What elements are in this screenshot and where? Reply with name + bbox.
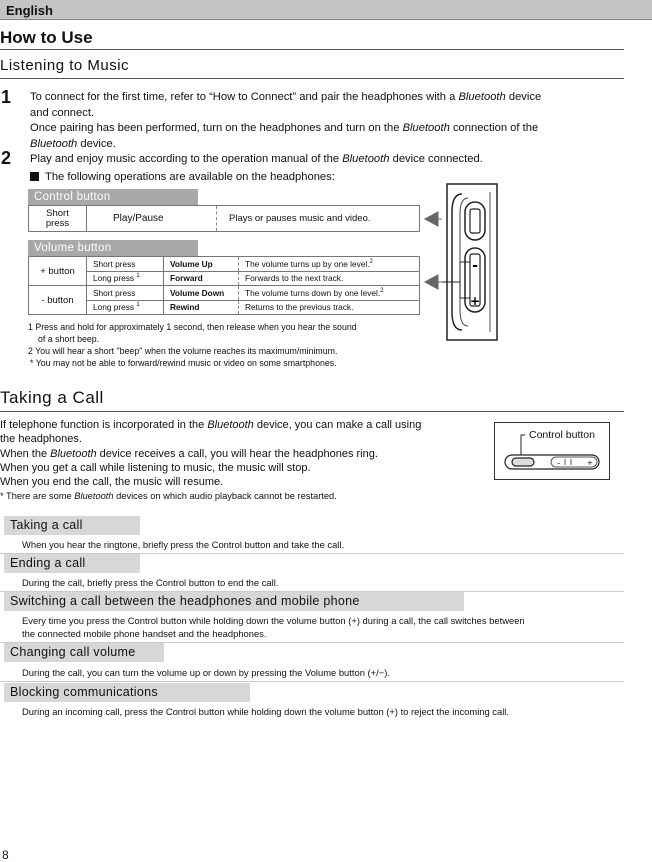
action-cell: Volume Up	[164, 257, 239, 272]
section-blocking-label: Blocking communications	[4, 683, 250, 702]
section-switching-call-text: Every time you press the Control button while holding down the volume button (+) during a call, the call switches between the connected mobile phone handset and the headphones.	[22, 615, 525, 639]
bullet-square-icon	[30, 172, 39, 181]
taking-call-divider	[0, 411, 624, 412]
control-button-label: Control button	[28, 189, 198, 205]
action-cell: Forward	[164, 271, 239, 286]
page-number: 8	[2, 848, 9, 862]
control-desc-cell: Plays or pauses music and video.	[217, 206, 420, 232]
table-row	[29, 271, 420, 286]
step-2-number: 2	[1, 148, 12, 168]
diagram-control-label: Control button	[529, 429, 595, 441]
control-press-cell: Short press	[29, 206, 87, 232]
desc-cell: The volume turns up by one level.$^2$	[239, 257, 420, 272]
listening-divider	[0, 78, 624, 79]
language-bar	[0, 0, 652, 20]
ops-available: The following operations are available on the headphones:	[30, 170, 430, 186]
desc-cell: Returns to the previous track.	[239, 300, 420, 315]
press-cell: Long press $^1$	[87, 300, 164, 315]
step-2-text: Play and enjoy music according to the operation manual of the Bluetooth device connected.	[30, 153, 483, 165]
svg-text:-: -	[472, 258, 478, 274]
volume-button-label: Volume button	[28, 240, 198, 256]
svg-text:+: +	[469, 294, 481, 308]
volume-button-table	[28, 256, 420, 315]
step-1-number: 1	[1, 87, 12, 107]
press-cell: Short press	[87, 257, 164, 272]
section-volume-label: Changing call volume	[4, 643, 164, 662]
action-cell: Volume Down	[164, 286, 239, 301]
section-taking-call-label: Taking a call	[4, 516, 140, 535]
section-ending-call-label: Ending a call	[4, 554, 140, 573]
listening-heading: Listening to Music	[0, 57, 130, 74]
control-action-cell: Play/Pause	[87, 206, 217, 232]
section-blocking-text: During an incoming call, press the Control button while holding down the volume button (+) to reject the incoming call.	[22, 706, 509, 717]
desc-cell: The volume turns down by one level.$^2$	[239, 286, 420, 301]
press-cell: Short press	[87, 286, 164, 301]
table-row	[29, 257, 420, 272]
call-diagram	[494, 422, 610, 480]
svg-text:+: +	[587, 459, 593, 467]
title-divider	[0, 49, 624, 50]
section-taking-call-text: When you hear the ringtone, briefly press the Control button and take the call.	[22, 539, 345, 550]
table-row	[29, 286, 420, 301]
language-label: English	[6, 3, 53, 18]
desc-cell: Forwards to the next track.	[239, 271, 420, 286]
plus-button-cell: + button	[29, 257, 87, 286]
section-switching-call-label: Switching a call between the headphones and mobile phone	[4, 592, 464, 611]
control-button-table	[28, 205, 420, 232]
minus-button-cell: - button	[29, 286, 87, 315]
taking-call-intro: If telephone function is incorporated in the Bluetooth device, you can make a call using the headphones. When the Bluetooth device receives a call, you will hear the headphones ring. When you get a call while listening to music, the music will stop. When you end the call, the music will resume. * There are some Bluetooth devices on which audio playback cannot be restarted.	[0, 419, 422, 502]
section-ending-call-text: During the call, briefly press the Control button to end the call.	[22, 577, 279, 588]
section-divider	[0, 681, 624, 682]
arrow-left-icon	[425, 275, 442, 289]
page-title: How to Use	[0, 28, 93, 47]
svg-text:–: –	[557, 459, 561, 467]
step-1-text: To connect for the first time, refer to “How to Connect” and pair the headphones with a Bluetooth device and connect. Once pairing has been performed, turn on the headphones and turn on the Bluetooth connection of the Bluetooth device.	[30, 91, 542, 150]
section-volume-text: During the call, you can turn the volume up or down by pressing the Volume button (+/−).	[22, 667, 390, 678]
headphone-button-diagram	[420, 182, 500, 342]
control-button-icon	[512, 458, 534, 466]
footnotes: 1 Press and hold for approximately 1 second, then release when you hear the sound of a short beep. 2 You will hear a short "beep" when the volume reaches its maximum/minimum. * You may not be able to forward/rewind music or video on some smartphones.	[28, 322, 357, 368]
taking-call-heading: Taking a Call	[0, 388, 104, 407]
control-button-icon	[470, 209, 480, 233]
action-cell: Rewind	[164, 300, 239, 315]
table-row	[29, 300, 420, 315]
control-pointer-svg	[495, 423, 611, 481]
press-cell: Long press $^1$	[87, 271, 164, 286]
arrow-left-icon	[425, 212, 442, 226]
